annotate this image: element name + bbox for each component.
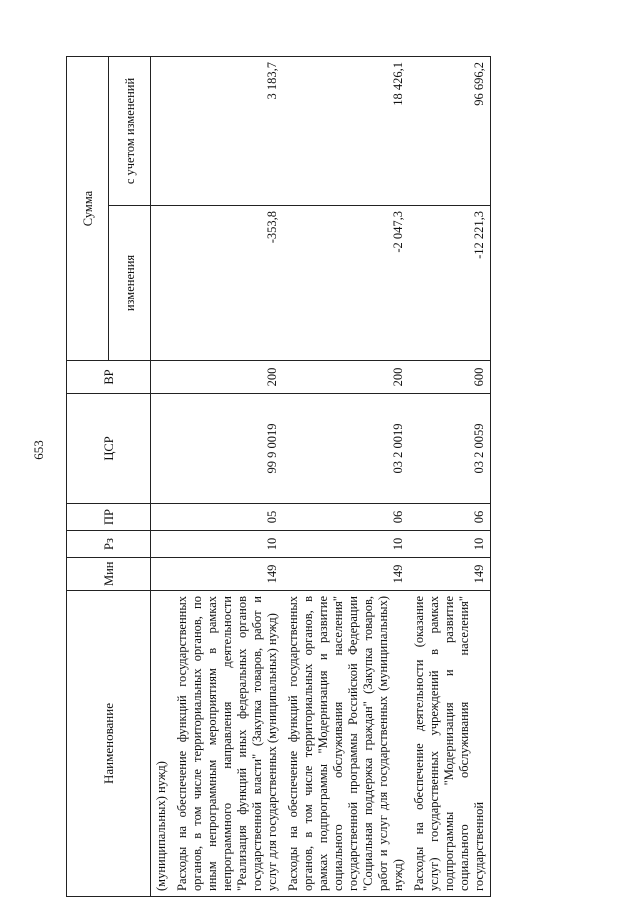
header-pr: ПР: [67, 504, 151, 531]
row-change: -12 221,3: [409, 206, 491, 361]
row-rz: 10: [283, 531, 409, 558]
row-min: 149: [283, 558, 409, 591]
table-row: [409, 57, 491, 897]
row-with-change: 18 426,1: [283, 57, 409, 206]
row-pr: 06: [409, 504, 491, 531]
row-rz: 10: [409, 531, 491, 558]
row-pr: 05: [172, 504, 283, 531]
table-body: [151, 57, 491, 897]
row-with-change: 3 183,7: [172, 57, 283, 206]
page-number: 653: [31, 440, 46, 460]
row-min: 149: [172, 558, 283, 591]
header-change: изменения: [109, 206, 151, 361]
budget-table: [66, 56, 491, 897]
row-pr: 06: [283, 504, 409, 531]
header-csr: ЦСР: [67, 394, 151, 504]
row-min: 149: [409, 558, 491, 591]
continuation-text: (муниципальных) нужд): [151, 591, 173, 897]
header-with-change: с учетом изменений: [109, 57, 151, 206]
row-csr: 99 9 0019: [172, 394, 283, 504]
row-name: Расходы на обеспечение функций государственных органов, в том числе территориальных органов, в рамках подпрограммы "Модернизация и развитие социального обслуживания населения" государственной программы Российской Федерации "Социальная поддержка граждан" (Закупка товаров, работ и услуг для государственных (муниципальных) нужд): [283, 591, 409, 897]
header-min: Мин: [67, 558, 151, 591]
row-name: Расходы на обеспечение функций государственных органов, в том числе территориальных органов, по иным непрограммным мероприятиям в рамках непрограммного направления деятельности "Реализация функций иных федеральных органов государственной власти" (Закупка товаров, работ и услуг для государственных (муниципальных) нужд): [172, 591, 283, 897]
row-change: -353,8: [172, 206, 283, 361]
continuation-row: [151, 57, 173, 897]
rotated-page-content: [66, 57, 606, 897]
row-csr: 03 2 0019: [283, 394, 409, 504]
row-rz: 10: [172, 531, 283, 558]
row-vr: 600: [409, 361, 491, 394]
header-sum: Сумма: [67, 57, 109, 361]
row-vr: 200: [283, 361, 409, 394]
header-rz: Рз: [67, 531, 151, 558]
row-with-change: 96 696,2: [409, 57, 491, 206]
header-vr: ВР: [67, 361, 151, 394]
row-name: Расходы на обеспечение деятельности (оказание услуг) государственных учреждений в рамках подпрограммы "Модернизация и развитие социального обслуживания населения" государственной: [409, 591, 491, 897]
table-row: [172, 57, 283, 897]
table-header: [67, 57, 151, 897]
table-row: [283, 57, 409, 897]
row-vr: 200: [172, 361, 283, 394]
row-change: -2 047,3: [283, 206, 409, 361]
row-csr: 03 2 0059: [409, 394, 491, 504]
header-name: Наименование: [67, 591, 151, 897]
